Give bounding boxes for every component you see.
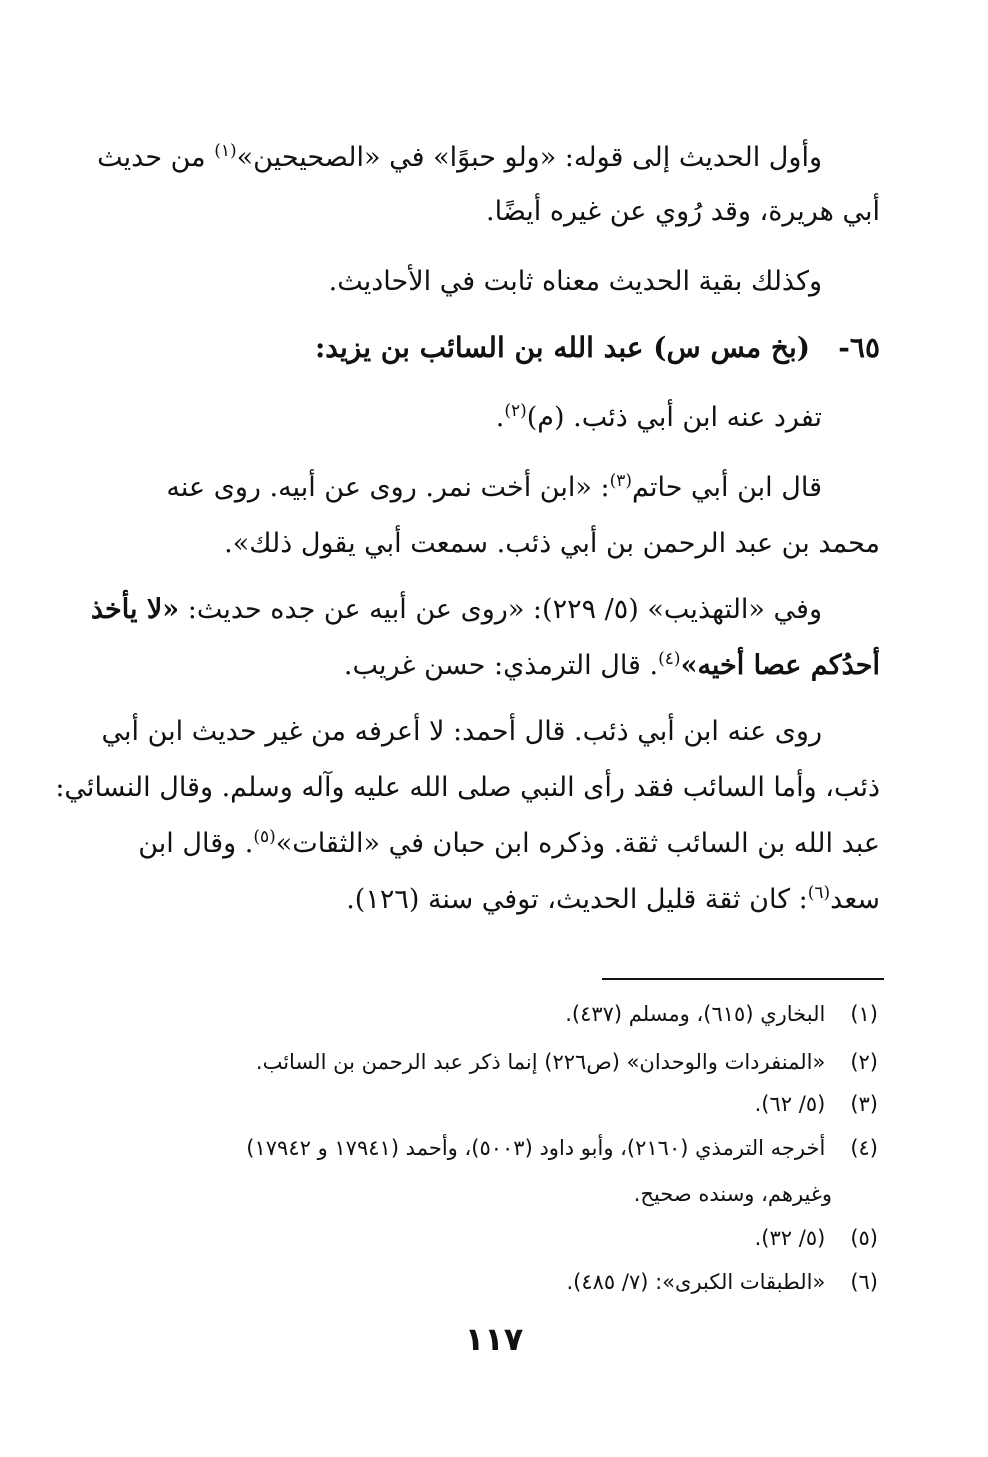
footnote-text: «المنفردات والوحدان» (ص٢٢٦) إنما ذكر عبد الرحمن بن السائب. [255, 1050, 826, 1074]
text-run: عبد الله بن السائب ثقة. وذكره ابن حبان في «الثقات» [275, 828, 880, 859]
footnote-number: (٣) [850, 1092, 878, 1116]
text-run: . [495, 402, 505, 433]
hadith-quote: أحدُكم عصا أخيه» [680, 650, 880, 681]
footnote-text: أخرجه الترمذي (٢١٦٠)، وأبو داود (٥٠٠٣)، وأحمد (١٧٩٤١ و ١٧٩٤٢) [246, 1136, 826, 1160]
footnote-ref-6[interactable]: (٦) [807, 883, 831, 903]
paragraph-6-line-3 [138, 824, 880, 864]
footnote-4-continuation: وغيرهم، وسنده صحيح. [633, 1182, 832, 1206]
paragraph-6-line-4 [346, 880, 880, 920]
paragraph-4-line-1 [166, 468, 822, 508]
text-run: وفي «التهذيب» (٥/ ٢٢٩): «روى عن أبيه عن جده حديث: [179, 594, 822, 625]
text-run: قال ابن أبي حاتم [632, 472, 822, 503]
paragraph-6-line-2: ذئب، وأما السائب فقد رأى النبي صلى الله عليه وآله وسلم. وقال النسائي: [55, 772, 880, 803]
footnote-4 [246, 1132, 878, 1164]
footnote-5 [755, 1222, 878, 1254]
footnote-ref-2[interactable]: (٢) [504, 401, 527, 421]
footnote-number: (١) [850, 1002, 878, 1026]
paragraph-5-line-2 [344, 646, 880, 686]
footnote-number: (٢) [850, 1050, 878, 1074]
paragraph-4-line-2: محمد بن عبد الرحمن بن أبي ذئب. سمعت أبي يقول ذلك». [224, 528, 880, 559]
footnote-text: البخاري (٦١٥)، ومسلم (٤٣٧). [565, 1002, 826, 1026]
paragraph-5-line-1 [91, 590, 822, 630]
footnote-number: (٦) [850, 1270, 878, 1294]
text-run: سعد [830, 884, 880, 915]
paragraph-2-line-1: وكذلك بقية الحديث معناه ثابت في الأحاديث. [328, 266, 822, 297]
text-run: من حديث [97, 142, 215, 173]
footnote-3 [755, 1088, 878, 1120]
footnote-ref-5[interactable]: (٥) [253, 827, 276, 847]
entry-heading: (بخ مس س) عبد الله بن السائب بن يزيد: [314, 331, 810, 364]
text-run: . وقال ابن [138, 828, 254, 859]
footnote-separator [602, 978, 884, 980]
footnote-ref-3[interactable]: (٣) [609, 471, 632, 491]
footnote-number: (٥) [850, 1226, 878, 1250]
footnote-6 [566, 1266, 878, 1298]
hadith-quote: «لا يأخذ [90, 594, 180, 625]
paragraph-6-line-1: روى عنه ابن أبي ذئب. قال أحمد: لا أعرفه من غير حديث ابن أبي [101, 716, 822, 747]
footnote-2 [256, 1046, 878, 1078]
footnote-text: (٥/ ٣٢). [754, 1226, 826, 1250]
text-run: وأول الحديث إلى قوله: «ولو حبوًا» في «الصحيحين» [236, 142, 822, 173]
footnote-text: (٥/ ٦٢). [754, 1092, 826, 1116]
entry-number: ٦٥- [838, 331, 880, 364]
paragraph-3-line-1 [496, 398, 822, 438]
paragraph-1-line-2: أبي هريرة، وقد رُوي عن غيره أيضًا. [486, 196, 880, 227]
footnote-ref-4[interactable]: (٤) [658, 649, 681, 669]
footnote-text: «الطبقات الكبرى»: (٧/ ٤٨٥). [566, 1270, 826, 1294]
text-run: : «ابن أخت نمر. روى عن أبيه. روى عنه [166, 472, 610, 503]
footnote-ref-1[interactable]: (١) [214, 141, 237, 161]
text-run: تفرد عنه ابن أبي ذئب. (م) [526, 402, 822, 433]
text-run: . قال الترمذي: حسن غريب. [343, 650, 659, 681]
footnote-number: (٤) [850, 1136, 878, 1160]
page-number: ١١٧ [464, 1320, 524, 1358]
paragraph-1-line-1 [97, 138, 822, 178]
text-run: : كان ثقة قليل الحديث، توفي سنة (١٢٦). [346, 884, 808, 915]
footnote-1 [565, 998, 878, 1030]
